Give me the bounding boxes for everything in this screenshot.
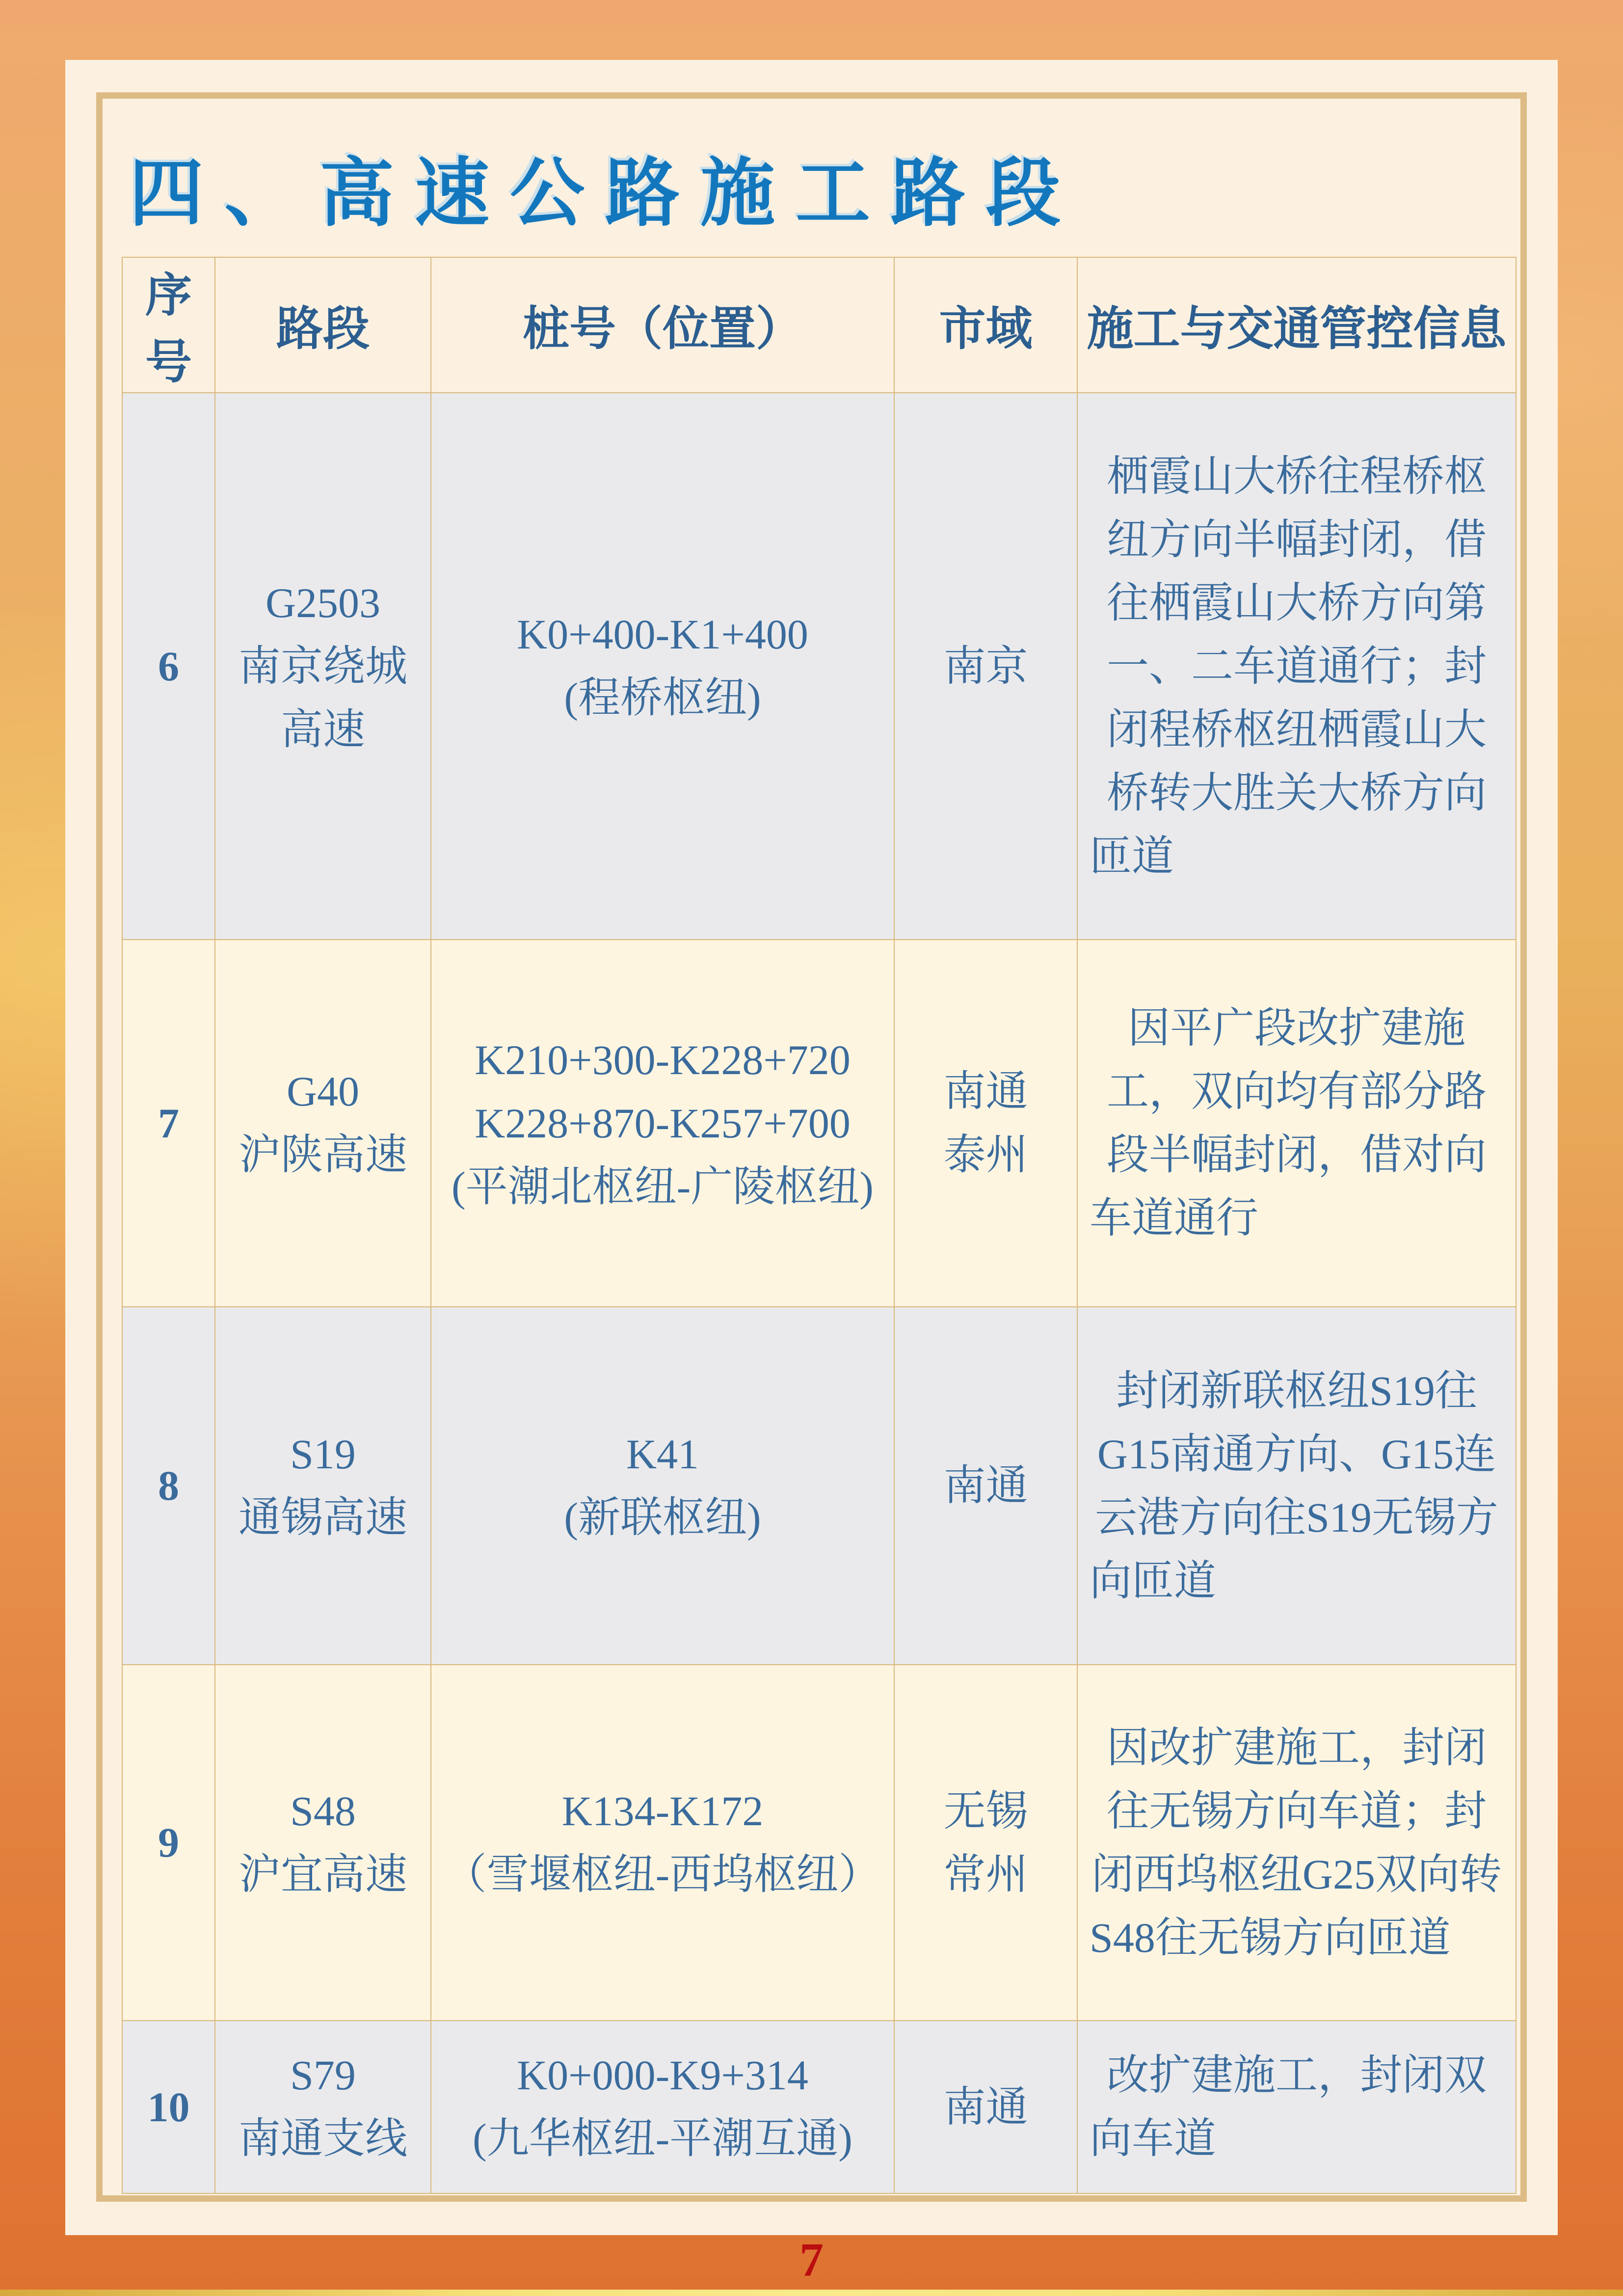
column-header-stake: 桩号（位置） [431,257,894,393]
table-row [122,1307,1516,1665]
cell-road: S48 沪宜高速 [215,1665,431,2021]
cell-stake: K41 (新联枢纽) [431,1307,894,1665]
gold-strip [0,2290,1623,2296]
cell-road: S79 南通支线 [215,2021,431,2193]
table-row [122,393,1516,940]
table-row [122,2021,1516,2193]
construction-table [122,257,1517,2194]
table-header-row [122,257,1516,393]
column-header-info: 施工与交通管控信息 [1077,257,1516,393]
cell-city: 南京 [894,393,1077,940]
page-number: 7 [799,2234,824,2287]
cell-info: 改扩建施工，封闭双向车道 [1077,2021,1516,2193]
table-row [122,940,1516,1307]
cell-city: 南通 [894,2021,1077,2193]
cell-index: 6 [122,393,215,940]
cell-index: 10 [122,2021,215,2193]
column-header-index: 序号 [122,257,215,393]
cell-city: 南通 [894,1307,1077,1665]
cell-road: G40 沪陕高速 [215,940,431,1307]
cell-info: 栖霞山大桥往程桥枢纽方向半幅封闭，借往栖霞山大桥方向第一、二车道通行；封闭程桥枢纽栖霞山大桥转大胜关大桥方向匝道 [1077,393,1516,940]
cell-stake: K0+400-K1+400 (程桥枢纽) [431,393,894,940]
column-header-road: 路段 [215,257,431,393]
cell-index: 9 [122,1665,215,2021]
cell-index: 8 [122,1307,215,1665]
cell-stake: K0+000-K9+314 (九华枢纽-平潮互通) [431,2021,894,2193]
cell-city: 南通 泰州 [894,940,1077,1307]
cell-city: 无锡 常州 [894,1665,1077,2021]
cell-info: 因改扩建施工，封闭往无锡方向车道；封闭西坞枢纽G25双向转S48往无锡方向匝道 [1077,1665,1516,2021]
cell-info: 因平广段改扩建施工，双向均有部分路段半幅封闭，借对向车道通行 [1077,940,1516,1307]
column-header-city: 市域 [894,257,1077,393]
cell-road: S19 通锡高速 [215,1307,431,1665]
cell-index: 7 [122,940,215,1307]
table-row [122,1665,1516,2021]
cell-road: G2503 南京绕城 高速 [215,393,431,940]
content-panel [65,60,1558,2235]
cell-stake: K210+300-K228+720 K228+870-K257+700 (平潮北枢纽-广陵枢纽) [431,940,894,1307]
cell-info: 封闭新联枢纽S19往G15南通方向、G15连云港方向往S19无锡方向匝道 [1077,1307,1516,1665]
cell-stake: K134-K172 （雪堰枢纽-西坞枢纽） [431,1665,894,2021]
page-title: 四、高速公路施工路段 [129,152,1081,235]
